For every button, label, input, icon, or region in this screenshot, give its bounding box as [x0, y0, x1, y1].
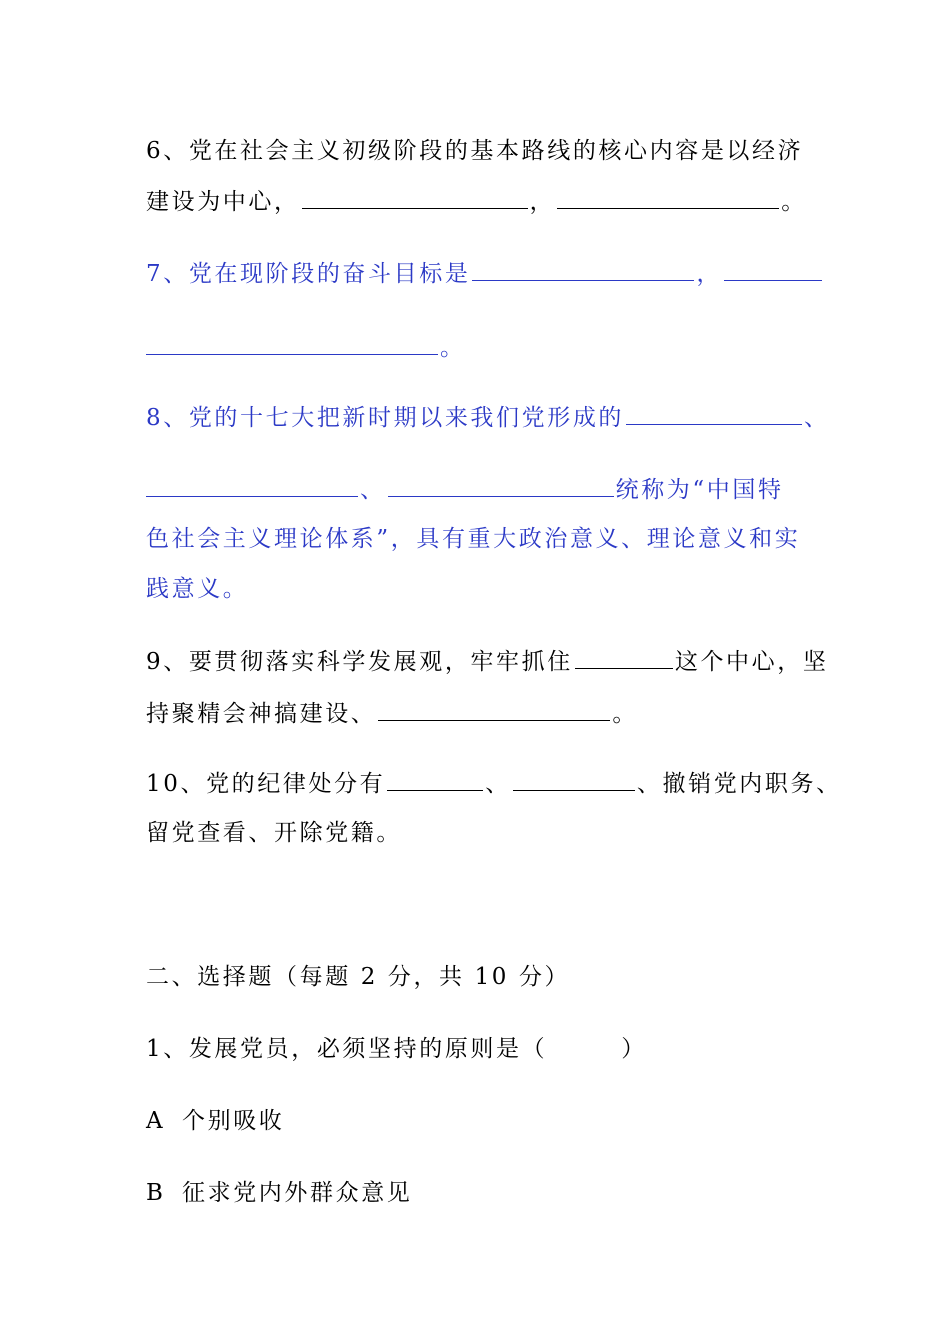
q10-text-2: 、撤销党内职务、	[636, 771, 842, 797]
choice-q1-option-b[interactable]	[146, 1178, 806, 1208]
q6-line1	[146, 136, 806, 166]
q8-text-3: 色社会主义理论体系”，具有重大政治意义、理论意义和实	[146, 526, 801, 552]
q10-line1	[146, 768, 842, 799]
q7-end: 。	[440, 335, 466, 361]
q7-line1	[146, 258, 806, 289]
q8-separator-2: 、	[360, 477, 386, 503]
q1-answer-blank[interactable]	[549, 1034, 619, 1056]
q8-separator-1: 、	[804, 405, 830, 431]
q9-blank-1[interactable]	[575, 646, 673, 669]
q8-line4	[146, 574, 806, 604]
q1-stem-close: ）	[621, 1036, 647, 1062]
q8-blank-2[interactable]	[146, 474, 358, 497]
q8-text-4: 践意义。	[146, 576, 249, 602]
q9-text-2: 这个中心，坚	[674, 649, 829, 675]
q10-blank-1[interactable]	[387, 768, 483, 791]
q7-line2	[146, 332, 806, 363]
option-a-letter: A	[146, 1108, 166, 1134]
q9-line2	[146, 698, 806, 729]
q10-text: 10、党的纪律处分有	[146, 771, 386, 797]
q10-line2	[146, 818, 806, 848]
q8-line2	[146, 474, 806, 505]
q6-text-2: 建设为中心，	[146, 189, 300, 215]
q7-blank-1[interactable]	[472, 258, 694, 281]
q6-separator: ，	[529, 189, 556, 215]
q1-stem-text: 1、发展党员，必须坚持的原则是（	[146, 1036, 548, 1062]
q7-blank-2[interactable]	[724, 258, 822, 281]
q9-text-3: 持聚精会神搞建设、	[146, 701, 377, 727]
q10-text-3: 留党查看、开除党籍。	[146, 820, 402, 846]
q6-blank-2[interactable]	[557, 186, 779, 209]
q7-blank-2-cont[interactable]	[146, 332, 438, 355]
q7-text: 7、党在现阶段的奋斗目标是	[146, 261, 471, 287]
q9-line1	[146, 646, 829, 677]
section-title: 二、选择题（每题 2 分，共 10 分）	[146, 964, 571, 990]
option-b-letter: B	[146, 1180, 166, 1206]
q6-end: 。	[781, 189, 807, 215]
q9-end: 。	[612, 701, 639, 727]
q8-line3	[146, 524, 806, 554]
q8-line1	[146, 402, 830, 433]
q6-blank-1[interactable]	[302, 186, 528, 209]
q10-blank-2[interactable]	[513, 768, 635, 791]
q6-line2	[146, 186, 806, 217]
q8-blank-1[interactable]	[626, 402, 802, 425]
q6-text: 6、党在社会主义初级阶段的基本路线的核心内容是以经济	[146, 138, 804, 164]
q9-text: 9、要贯彻落实科学发展观，牢牢抓住	[146, 649, 573, 675]
choice-q1-option-a[interactable]	[146, 1106, 806, 1136]
q9-blank-2[interactable]	[378, 698, 610, 721]
q7-separator: ，	[696, 261, 723, 287]
q8-blank-3[interactable]	[388, 474, 614, 497]
q8-text-2: 统称为“中国特	[615, 477, 784, 503]
option-b-text: 征求党内外群众意见	[182, 1180, 413, 1206]
choice-q1-stem	[146, 1034, 806, 1064]
choice-section-title	[146, 962, 806, 992]
q10-separator: 、	[485, 771, 511, 797]
q8-text: 8、党的十七大把新时期以来我们党形成的	[146, 405, 625, 431]
option-a-text: 个别吸收	[182, 1108, 285, 1134]
